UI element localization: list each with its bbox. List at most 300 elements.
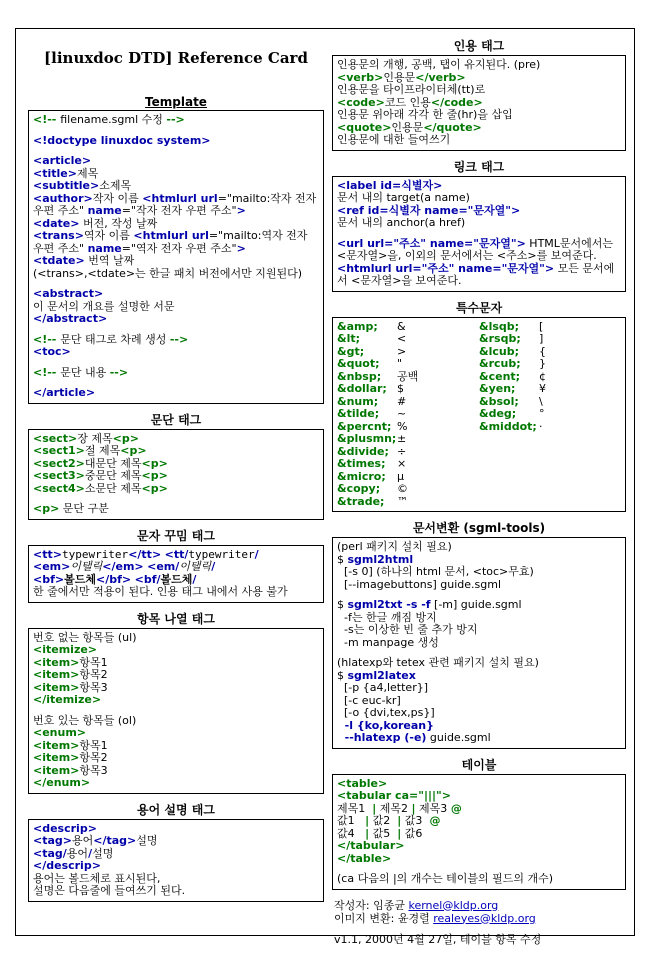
entity-row <box>337 333 479 346</box>
text: (<trans>,<tdate>는 한글 패치 버전에서만 지원된다) <box>33 266 303 280</box>
entity-name: &gt; <box>337 344 365 358</box>
text: 소문단 제목 <box>84 481 142 495</box>
text: 이 문서의 개요를 설명한 서문 <box>33 299 175 313</box>
text: (perl 패키지 설치 필요) <box>337 540 452 553</box>
text: 값1 <box>337 814 366 827</box>
entity-row <box>337 408 479 421</box>
code-line <box>337 263 621 288</box>
text: 인용문 <box>383 70 416 84</box>
section-link-tags <box>332 158 626 292</box>
text: 제목1 <box>337 801 373 815</box>
code-line <box>33 694 319 707</box>
sgml-tag: <htmlurl url="주소" name="문자열"> <box>337 261 555 275</box>
comment-delimiter: <!-- <box>33 113 61 126</box>
entity-value: " <box>397 357 403 370</box>
entity-name: &copy; <box>337 482 381 495</box>
italic-sample: 이탤릭 <box>179 560 212 573</box>
sgml-tag: </descrip> <box>33 859 101 872</box>
section-heading: 링크 태그 <box>453 159 505 174</box>
section-doc-convert <box>332 519 626 749</box>
code-box <box>332 176 626 292</box>
text: 항목1 <box>79 738 108 752</box>
sgml-tag: <tag> <box>33 834 72 847</box>
entity-name: &cent; <box>479 369 521 383</box>
section-template <box>28 95 324 404</box>
entity-row <box>337 433 479 446</box>
text: 번호 있는 항목들 (ol) <box>33 713 137 727</box>
text: -m manpage 생성 <box>337 635 439 649</box>
comment-delimiter: --> <box>109 365 129 379</box>
sgml-tag: | <box>372 801 377 815</box>
sgml-tag: </bf> <box>95 572 132 586</box>
sgml-tag: <article> <box>33 154 92 167</box>
text: 문단 구분 <box>59 502 109 515</box>
sgml-tag: <item> <box>33 738 80 752</box>
typewriter-sample: typewriter <box>61 547 129 561</box>
sgml-tag: </tt> <box>128 547 162 561</box>
sgml-tag: <label id=식별자> <box>337 178 443 192</box>
section-heading: 문서변환 (sgml-tools) <box>412 521 546 535</box>
entity-row <box>479 358 621 371</box>
code-line <box>33 230 319 255</box>
text: ="역자 전자 우편 주소" <box>121 241 237 255</box>
code-line <box>33 483 319 496</box>
section-heading: 특수문자 <box>455 300 503 315</box>
text: 값4 <box>337 826 366 840</box>
reference-card <box>15 28 635 946</box>
sgml-tag: <sect4> <box>33 481 85 495</box>
sgml-tag: <sect> <box>33 431 78 445</box>
entity-name: &percnt; <box>337 419 392 433</box>
sgml-tag: <trans> <box>33 229 84 242</box>
code-box <box>28 545 324 603</box>
entity-name: &micro; <box>337 469 386 483</box>
sgml-tag: <sect1> <box>33 444 85 457</box>
sgml-tag: </em> <box>102 560 144 573</box>
comment-delimiter: --> <box>166 113 185 126</box>
shell-command: sgml2html <box>347 552 414 566</box>
code-box <box>332 537 626 749</box>
entity-value: ™ <box>397 494 408 508</box>
text: 문서 내의 anchor(a href) <box>337 216 466 229</box>
code-line <box>33 885 319 898</box>
entity-row <box>479 333 621 346</box>
code-line <box>33 268 319 281</box>
text: [-p {a4,letter}] <box>337 681 429 694</box>
sgml-tag: <p> <box>141 481 168 495</box>
entity-name: &dollar; <box>337 382 387 395</box>
text: 항목1 <box>79 655 108 669</box>
section-heading: 용어 설명 태그 <box>137 802 215 817</box>
code-line <box>33 503 319 516</box>
entity-value: { <box>539 344 546 358</box>
entity-name: &divide; <box>337 444 389 458</box>
text: ="작자 전자 우편 주소" <box>121 204 237 217</box>
sgml-tag: <tabular ca="|||"> <box>337 789 451 802</box>
sgml-tag: | <box>365 826 370 840</box>
text: 인용문 <box>391 120 424 134</box>
entity-name: &yen; <box>479 382 516 395</box>
entity-value: ~ <box>397 407 407 420</box>
sgml-tag: <quote> <box>337 120 392 134</box>
shell-command: -l {ko,korean} <box>337 718 434 732</box>
left-sections <box>28 95 324 902</box>
entity-value: > <box>397 344 407 358</box>
sgml-tag: </itemize> <box>33 693 102 706</box>
code-line <box>337 217 621 230</box>
section-paragraph-tags <box>28 411 324 520</box>
typewriter-sample: typewriter <box>188 547 255 561</box>
sgml-tag: </verb> <box>415 70 466 84</box>
text: 이미지 변환: 윤경렬 <box>334 911 434 925</box>
sgml-tag: / <box>88 846 93 860</box>
page-title: [linuxdoc DTD] Reference Card <box>44 49 308 67</box>
entity-value: © <box>397 482 408 495</box>
code-box <box>28 429 324 520</box>
code-line <box>337 134 621 147</box>
bold-sample: 볼드체 <box>64 572 96 586</box>
sgml-tag: <itemize> <box>33 643 98 656</box>
entity-value: # <box>397 394 407 408</box>
text: 항목3 <box>79 763 108 777</box>
sgml-tag: <p> <box>141 469 168 482</box>
entity-name: &quot; <box>337 357 380 370</box>
text: 절 제목 <box>84 444 121 457</box>
sgml-tag: </article> <box>33 386 96 399</box>
text: 모든 문서에서 <문자열>을 보여준다. <box>337 261 615 287</box>
section-footer <box>332 897 626 946</box>
section-heading: Template <box>145 95 207 109</box>
text: 값2 <box>369 814 398 827</box>
text: 인용문에 대한 들여쓰기 <box>337 133 451 146</box>
sgml-tag: / <box>211 560 216 573</box>
code-line <box>33 777 319 790</box>
sgml-tag: <htmlurl url <box>133 229 209 242</box>
section-heading: 문자 꾸밈 태그 <box>137 528 215 543</box>
shell-command: sgml2txt -s -f <box>347 598 431 611</box>
text: 설명 <box>136 834 158 847</box>
sgml-tag: </tag> <box>93 834 137 847</box>
sgml-tag: <p> <box>112 431 139 445</box>
entity-value: < <box>397 332 407 345</box>
sgml-tag: @ <box>429 814 441 827</box>
code-line <box>334 912 626 925</box>
text: 대문단 제목 <box>84 456 142 470</box>
text: $ <box>337 668 348 682</box>
text: ="mailto:작자 전자 우편 주소" <box>33 191 320 217</box>
email-link[interactable]: kernel@kldp.org <box>408 898 499 912</box>
sgml-tag: <item> <box>33 655 80 669</box>
entity-value: ÷ <box>397 444 407 458</box>
italic-sample: 이탤릭 <box>70 560 103 573</box>
sgml-tag: </quote> <box>423 120 482 134</box>
code-line <box>337 873 621 886</box>
entity-name: &lt; <box>337 332 361 345</box>
text: [-m] guide.sgml <box>430 598 522 611</box>
bold-sample: 볼드체 <box>160 572 193 586</box>
sgml-tag: <sect2> <box>33 456 85 470</box>
text: 번역 날짜 <box>84 254 135 267</box>
sgml-tag: <table> <box>337 776 388 790</box>
sgml-tag: <em/ <box>147 560 180 573</box>
sgml-tag: <!doctype linuxdoc system> <box>33 133 211 147</box>
sgml-tag: <tt/ <box>164 547 189 561</box>
entity-value: · <box>539 419 543 433</box>
sgml-tag: / <box>254 547 259 561</box>
entity-name: &plusmn; <box>337 432 397 445</box>
entity-name: &lcub; <box>479 344 519 358</box>
sgml-tag: <item> <box>33 668 80 681</box>
entity-name: &rcub; <box>479 357 521 370</box>
code-line <box>33 193 319 218</box>
code-line <box>33 367 319 380</box>
sgml-tag: <code> <box>337 95 385 109</box>
entity-row <box>479 383 621 396</box>
sgml-tag: <ref id=식별자 name="문자열"> <box>337 203 521 217</box>
text: [-o {dvi,tex,ps}] <box>337 706 435 719</box>
entity-value: µ <box>397 469 404 483</box>
code-line <box>334 925 626 933</box>
code-box <box>332 55 626 151</box>
sgml-tag: > <box>236 241 246 255</box>
entity-name: &amp; <box>337 319 378 333</box>
entity-name: &middot; <box>479 419 537 433</box>
sgml-tag: <tag/ <box>33 846 67 860</box>
entity-value: $ <box>397 382 404 395</box>
text: 제목3 <box>415 801 451 815</box>
sgml-tag: <item> <box>33 751 80 764</box>
entity-value: & <box>397 319 406 333</box>
entity-value: ° <box>539 407 545 420</box>
sgml-tag: | <box>411 801 416 815</box>
text: filename.sgml 수정 <box>60 113 167 126</box>
entity-table <box>332 317 626 513</box>
text: 한 줄에서만 적용이 된다. 인용 태그 내에서 사용 불가 <box>33 585 288 598</box>
text: ="mailto:역자 전자 우편 주소" <box>33 229 311 255</box>
entity-name: &deg; <box>479 407 517 420</box>
comment-delimiter: <!-- <box>33 332 61 346</box>
sgml-tag: <bf> <box>33 572 65 586</box>
entity-value: × <box>397 457 407 470</box>
code-line <box>33 135 319 148</box>
text: 용어 <box>72 834 94 847</box>
text: 값6 <box>401 826 423 840</box>
code-box <box>28 110 324 404</box>
section-char-style-tags <box>28 527 324 603</box>
sgml-tag: <item> <box>33 763 80 777</box>
sgml-tag: <toc> <box>33 345 71 358</box>
code-line <box>33 346 319 359</box>
text: 설명 <box>92 846 114 860</box>
text: 인용문을 타이프라이터체(tt)로 <box>337 83 486 96</box>
code-line <box>334 933 626 946</box>
code-box <box>28 628 324 794</box>
entity-value: ] <box>539 332 544 345</box>
comment-delimiter: --> <box>169 332 189 346</box>
footer-text <box>332 897 626 946</box>
sgml-tag: <bf/ <box>134 572 161 586</box>
text: -s는 이상한 빈 줄 추가 방지 <box>337 623 478 636</box>
text: 문서 내의 target(a name) <box>337 191 470 204</box>
sgml-tag: <subtitle> <box>33 179 100 192</box>
section-heading: 항목 나열 태그 <box>137 611 215 626</box>
text: [-s 0] (하나의 html 문서, <toc>무효) <box>337 565 534 578</box>
email-link[interactable]: realeyes@kldp.org <box>433 911 536 925</box>
code-line <box>33 114 319 127</box>
text: 값3 <box>401 814 430 827</box>
right-column <box>332 37 626 953</box>
code-line <box>33 313 319 326</box>
entity-value: ¥ <box>539 382 546 395</box>
text: 값5 <box>369 826 398 840</box>
sgml-tag: <em> <box>33 560 71 573</box>
sgml-tag: <url url="주소" name="문자열"> <box>337 236 526 250</box>
sgml-tag: <date> <box>33 216 80 230</box>
sgml-tag: </abstract> <box>33 312 108 325</box>
entity-column-right <box>479 321 621 509</box>
sgml-tag: <p> <box>120 444 147 457</box>
sgml-tag: > <box>236 204 246 217</box>
text: 버전, 작성 날짜 <box>79 216 158 230</box>
entity-name: &lsqb; <box>479 319 520 333</box>
code-box <box>332 774 626 890</box>
entity-row <box>337 483 479 496</box>
text: (ca 다음의 |의 개수는 테이블의 필드의 개수) <box>337 872 554 885</box>
entity-row <box>337 496 479 509</box>
sgml-tag: name <box>87 204 122 217</box>
sgml-tag: </table> <box>337 851 392 865</box>
text: 코드 인용 <box>384 95 431 109</box>
text: 번호 없는 항목들 (ul) <box>33 630 137 644</box>
code-line <box>33 334 319 347</box>
left-column <box>28 37 324 909</box>
entity-row <box>479 421 621 434</box>
code-line <box>337 637 621 650</box>
entity-name: &trade; <box>337 494 385 508</box>
sgml-tag: <abstract> <box>33 287 104 300</box>
text: $ <box>337 598 348 611</box>
text: 용어 <box>66 846 89 860</box>
text: 용어는 볼드체로 표시된다, <box>33 871 161 885</box>
sgml-tag: <title> <box>33 166 77 180</box>
section-table-tags <box>332 756 626 890</box>
sgml-tag: </tabular> <box>337 839 405 852</box>
code-line <box>337 853 621 866</box>
sgml-tag: </enum> <box>33 776 91 789</box>
sgml-tag: <verb> <box>337 70 384 84</box>
sgml-tag: <tdate> <box>33 254 85 267</box>
sgml-tag: <descrip> <box>33 821 97 835</box>
entity-value: [ <box>539 319 544 333</box>
code-line <box>33 387 319 400</box>
text: guide.sgml <box>426 731 491 744</box>
sgml-tag: </code> <box>430 95 483 109</box>
code-line <box>334 899 626 912</box>
text: 제목 <box>76 166 99 180</box>
sgml-tag: | <box>397 814 402 827</box>
section-quote-tags <box>332 37 626 151</box>
sgml-tag: <sect3> <box>33 469 85 482</box>
entity-name: &times; <box>337 457 386 470</box>
entity-value: } <box>539 357 546 370</box>
sgml-tag: <htmlurl url <box>142 191 218 205</box>
sgml-tag: <item> <box>33 680 80 694</box>
section-special-chars <box>332 299 626 513</box>
text: 설명은 다음줄에 들여쓰기 된다. <box>33 884 186 897</box>
sgml-tag: | <box>365 814 370 827</box>
sgml-tag: <enum> <box>33 726 87 739</box>
text: 항목2 <box>79 751 108 764</box>
text: [--imagebuttons] guide.sgml <box>337 577 502 591</box>
entity-name: &num; <box>337 394 379 408</box>
text: $ <box>337 552 348 566</box>
text: 제목2 <box>376 801 412 815</box>
sgml-tag: | <box>397 826 402 840</box>
text: 중문단 제목 <box>84 469 142 482</box>
section-heading: 인용 태그 <box>453 39 505 53</box>
entity-value: 공백 <box>397 369 419 383</box>
sgml-tag: <p> <box>33 502 60 515</box>
text: 항목3 <box>79 680 108 694</box>
entity-value: ± <box>397 432 407 445</box>
section-heading: 문단 태그 <box>150 412 202 427</box>
entity-row <box>337 383 479 396</box>
section-list-tags <box>28 610 324 794</box>
code-line <box>337 579 621 592</box>
text: 장 제목 <box>77 431 113 445</box>
text: -f는 한글 깨짐 방지 <box>337 610 437 624</box>
shell-command: sgml2latex <box>347 668 416 682</box>
code-line <box>337 238 621 263</box>
entity-name: &nbsp; <box>337 369 382 383</box>
comment-delimiter: <!-- <box>33 365 61 379</box>
entity-name: &rsqb; <box>479 332 521 345</box>
entity-name: &tilde; <box>337 407 380 420</box>
text: v1.1, 2000년 4월 27일, 테이블 항목 수정 <box>334 932 542 946</box>
section-description-tags <box>28 801 324 902</box>
text: 문단 태그로 차례 생성 <box>60 332 170 346</box>
text: HTML문서에서는 <문자열>을, 이외의 문서에서는 <주소>를 보여준다. <box>337 236 617 262</box>
text: 작성자: 임종균 <box>334 898 409 912</box>
entity-value: % <box>397 419 408 433</box>
sgml-tag: <p> <box>141 456 168 470</box>
entity-row <box>337 458 479 471</box>
sgml-tag: <author> <box>33 191 93 205</box>
sgml-tag: / <box>192 572 197 586</box>
text: 소제목 <box>99 179 132 192</box>
shell-command: --hlatexp (-e) <box>337 731 427 744</box>
entity-column-left <box>337 321 479 509</box>
text: (hlatexp와 tetex 관련 패키지 설치 필요) <box>337 656 539 669</box>
sgml-tag: <tt> <box>33 547 62 561</box>
right-sections <box>332 37 626 946</box>
sgml-tag: name <box>87 241 122 255</box>
text: 인용문 위아래 각각 한 줄(hr)을 삽입 <box>337 108 513 121</box>
code-line <box>337 732 621 745</box>
entity-value: \ <box>539 394 543 408</box>
text: 역자 이름 <box>83 229 134 242</box>
code-box <box>28 819 324 902</box>
sgml-tag: @ <box>450 801 462 815</box>
text: 인용문의 개행, 공백, 탭이 유지된다. (pre) <box>337 58 541 71</box>
text: [-c euc-kr] <box>337 693 401 707</box>
text: 문단 내용 <box>60 365 110 379</box>
entity-name: &bsol; <box>479 394 519 408</box>
section-heading: 테이블 <box>461 757 497 772</box>
entity-row <box>479 408 621 421</box>
entity-value: ¢ <box>539 369 546 383</box>
code-line <box>33 586 319 599</box>
